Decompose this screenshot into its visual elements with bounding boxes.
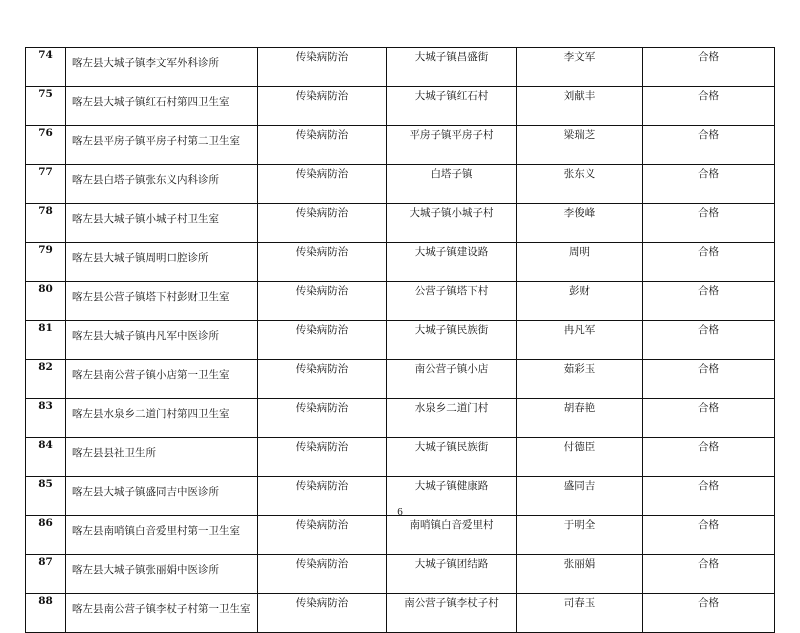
facility-name: 喀左县南哨镇白音爱里村第一卫生室 xyxy=(66,516,258,555)
facility-name: 喀左县大城子镇张丽娟中医诊所 xyxy=(66,555,258,594)
responsible-person: 周明 xyxy=(517,243,643,282)
facility-address: 白塔子镇 xyxy=(387,165,517,204)
responsible-person: 盛同吉 xyxy=(517,477,643,516)
facility-name: 喀左县公营子镇塔下村彭财卫生室 xyxy=(66,282,258,321)
inspection-category: 传染病防治 xyxy=(258,516,387,555)
inspection-category: 传染病防治 xyxy=(258,399,387,438)
facility-name: 喀左县南公营子镇小店第一卫生室 xyxy=(66,360,258,399)
responsible-person: 彭财 xyxy=(517,282,643,321)
facility-name: 喀左县大城子镇周明口腔诊所 xyxy=(66,243,258,282)
responsible-person: 张丽娟 xyxy=(517,555,643,594)
inspection-result: 合格 xyxy=(643,87,775,126)
row-number: 80 xyxy=(26,282,66,321)
responsible-person: 冉凡军 xyxy=(517,321,643,360)
inspection-category: 传染病防治 xyxy=(258,48,387,87)
table-row xyxy=(26,126,775,165)
row-number: 74 xyxy=(26,48,66,87)
table-row xyxy=(26,204,775,243)
inspection-category: 传染病防治 xyxy=(258,360,387,399)
table-row xyxy=(26,399,775,438)
row-number: 82 xyxy=(26,360,66,399)
responsible-person: 付德臣 xyxy=(517,438,643,477)
responsible-person: 李俊峰 xyxy=(517,204,643,243)
inspection-results-table xyxy=(25,47,775,633)
facility-name: 喀左县平房子镇平房子村第二卫生室 xyxy=(66,126,258,165)
table-row xyxy=(26,360,775,399)
page-number: 6 xyxy=(397,506,403,518)
row-number: 77 xyxy=(26,165,66,204)
facility-address: 大城子镇红石村 xyxy=(387,87,517,126)
row-number: 78 xyxy=(26,204,66,243)
inspection-result: 合格 xyxy=(643,48,775,87)
inspection-category: 传染病防治 xyxy=(258,282,387,321)
inspection-result: 合格 xyxy=(643,399,775,438)
inspection-result: 合格 xyxy=(643,165,775,204)
inspection-result: 合格 xyxy=(643,126,775,165)
table-row xyxy=(26,48,775,87)
table-row xyxy=(26,165,775,204)
facility-address: 大城子镇团结路 xyxy=(387,555,517,594)
inspection-result: 合格 xyxy=(643,243,775,282)
row-number: 86 xyxy=(26,516,66,555)
facility-address: 南哨镇白音爱里村 xyxy=(387,516,517,555)
inspection-category: 传染病防治 xyxy=(258,594,387,633)
row-number: 88 xyxy=(26,594,66,633)
table-row xyxy=(26,87,775,126)
facility-name: 喀左县白塔子镇张东义内科诊所 xyxy=(66,165,258,204)
responsible-person: 于明全 xyxy=(517,516,643,555)
table-row xyxy=(26,594,775,633)
inspection-category: 传染病防治 xyxy=(258,204,387,243)
table-row xyxy=(26,555,775,594)
table-body xyxy=(26,48,775,633)
inspection-result: 合格 xyxy=(643,360,775,399)
row-number: 79 xyxy=(26,243,66,282)
responsible-person: 司春玉 xyxy=(517,594,643,633)
inspection-category: 传染病防治 xyxy=(258,165,387,204)
inspection-category: 传染病防治 xyxy=(258,126,387,165)
facility-name: 喀左县大城子镇李文军外科诊所 xyxy=(66,48,258,87)
row-number: 81 xyxy=(26,321,66,360)
responsible-person: 梁瑞芝 xyxy=(517,126,643,165)
responsible-person: 茹彩玉 xyxy=(517,360,643,399)
facility-address: 大城子镇昌盛街 xyxy=(387,48,517,87)
responsible-person: 李文军 xyxy=(517,48,643,87)
responsible-person: 刘献丰 xyxy=(517,87,643,126)
inspection-category: 传染病防治 xyxy=(258,555,387,594)
row-number: 76 xyxy=(26,126,66,165)
inspection-result: 合格 xyxy=(643,477,775,516)
inspection-result: 合格 xyxy=(643,555,775,594)
facility-name: 喀左县南公营子镇李杖子村第一卫生室 xyxy=(66,594,258,633)
row-number: 85 xyxy=(26,477,66,516)
inspection-result: 合格 xyxy=(643,594,775,633)
facility-address: 平房子镇平房子村 xyxy=(387,126,517,165)
facility-address: 大城子镇小城子村 xyxy=(387,204,517,243)
inspection-result: 合格 xyxy=(643,282,775,321)
facility-address: 水泉乡二道门村 xyxy=(387,399,517,438)
facility-address: 南公营子镇李杖子村 xyxy=(387,594,517,633)
inspection-result: 合格 xyxy=(643,204,775,243)
table-row xyxy=(26,438,775,477)
inspection-category: 传染病防治 xyxy=(258,438,387,477)
row-number: 87 xyxy=(26,555,66,594)
inspection-category: 传染病防治 xyxy=(258,321,387,360)
facility-name: 喀左县水泉乡二道门村第四卫生室 xyxy=(66,399,258,438)
row-number: 75 xyxy=(26,87,66,126)
responsible-person: 张东义 xyxy=(517,165,643,204)
inspection-category: 传染病防治 xyxy=(258,243,387,282)
row-number: 83 xyxy=(26,399,66,438)
facility-name: 喀左县大城子镇冉凡军中医诊所 xyxy=(66,321,258,360)
table-row xyxy=(26,516,775,555)
facility-address: 大城子镇健康路 xyxy=(387,477,517,516)
table-row xyxy=(26,282,775,321)
inspection-category: 传染病防治 xyxy=(258,477,387,516)
inspection-result: 合格 xyxy=(643,321,775,360)
facility-name: 喀左县县社卫生所 xyxy=(66,438,258,477)
table-row xyxy=(26,321,775,360)
facility-name: 喀左县大城子镇盛同吉中医诊所 xyxy=(66,477,258,516)
row-number: 84 xyxy=(26,438,66,477)
facility-name: 喀左县大城子镇红石村第四卫生室 xyxy=(66,87,258,126)
facility-address: 大城子镇民族街 xyxy=(387,321,517,360)
facility-address: 南公营子镇小店 xyxy=(387,360,517,399)
inspection-result: 合格 xyxy=(643,516,775,555)
facility-address: 大城子镇民族街 xyxy=(387,438,517,477)
inspection-result: 合格 xyxy=(643,438,775,477)
facility-address: 大城子镇建设路 xyxy=(387,243,517,282)
facility-name: 喀左县大城子镇小城子村卫生室 xyxy=(66,204,258,243)
table-row xyxy=(26,243,775,282)
inspection-category: 传染病防治 xyxy=(258,87,387,126)
facility-address: 公营子镇塔下村 xyxy=(387,282,517,321)
responsible-person: 胡春艳 xyxy=(517,399,643,438)
